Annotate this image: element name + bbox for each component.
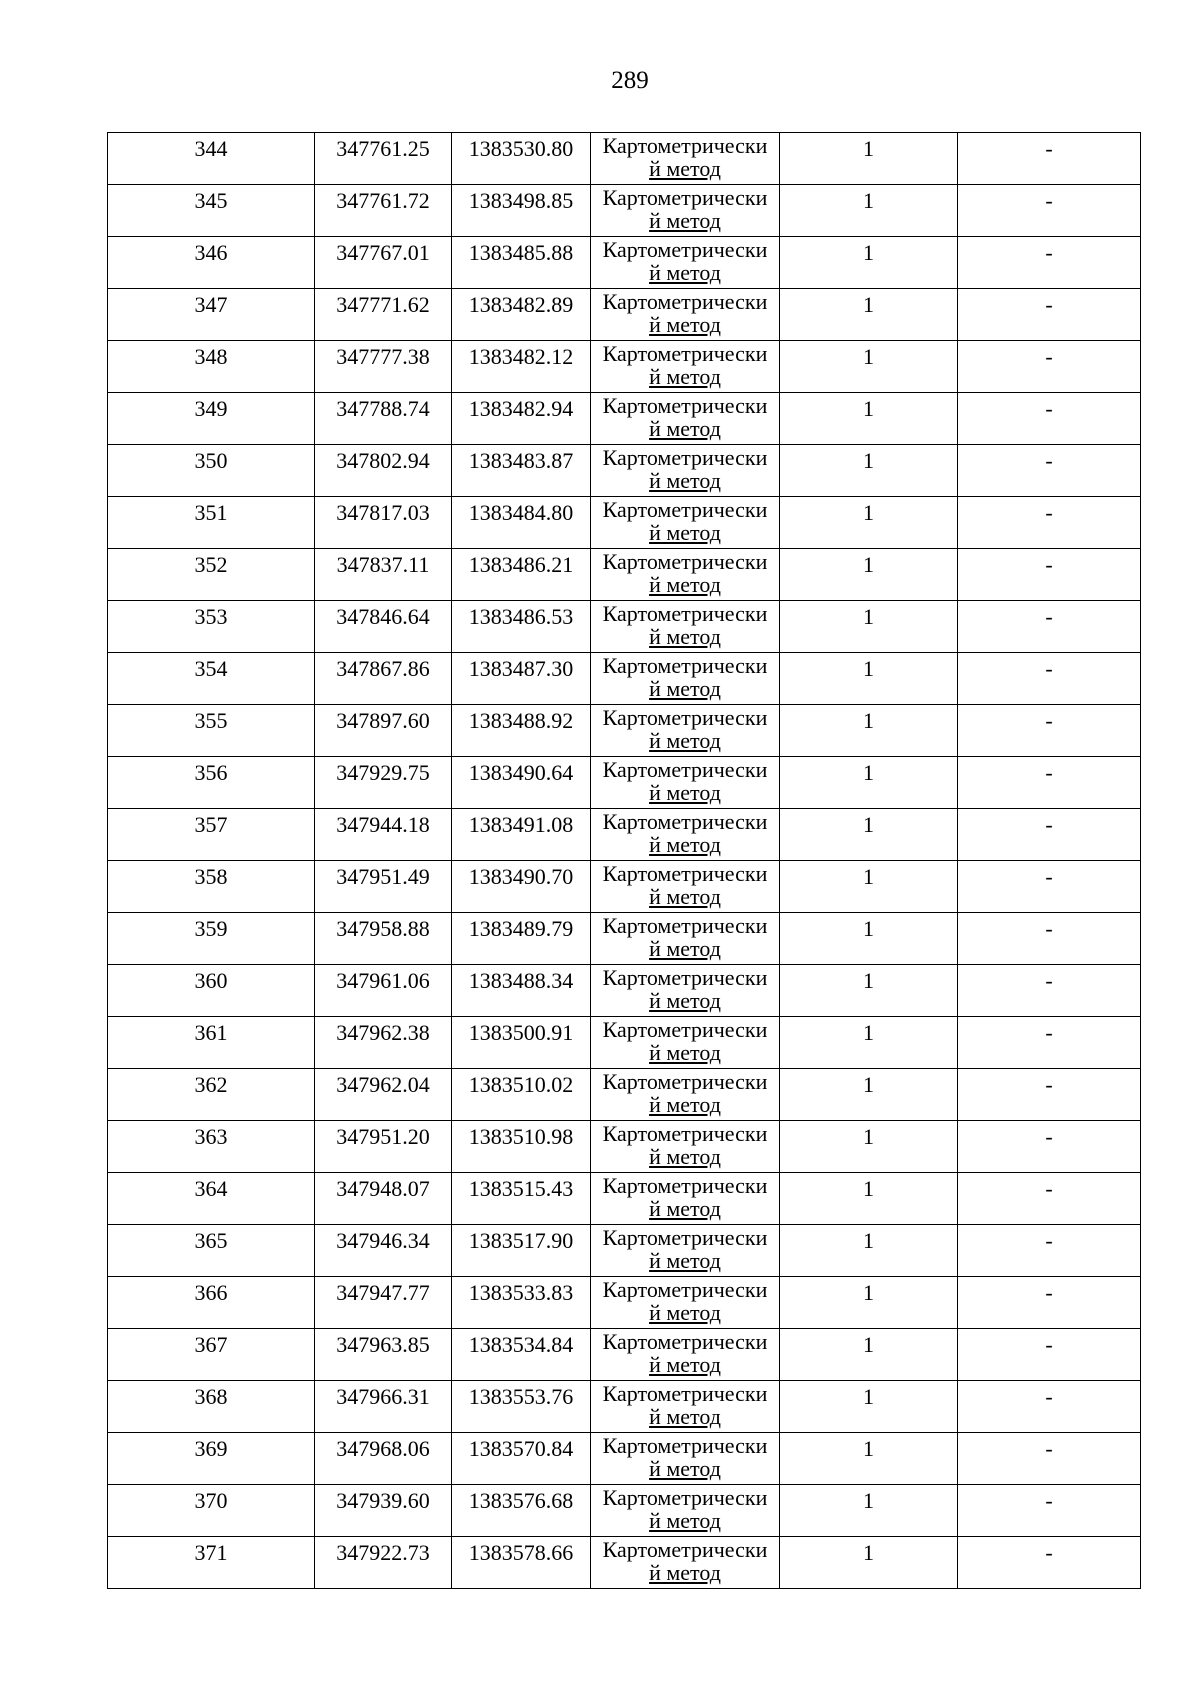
coord-y-cell: 1383510.02 xyxy=(452,1069,591,1121)
accuracy-cell: 1 xyxy=(780,549,958,601)
coord-y-cell: 1383482.89 xyxy=(452,289,591,341)
method-cell xyxy=(591,1433,780,1485)
accuracy-cell: 1 xyxy=(780,445,958,497)
table-row xyxy=(108,133,1141,185)
method-text-line-1: Картометрически xyxy=(602,1485,768,1510)
method-text-line-1: Картометрически xyxy=(602,757,768,782)
method-text-line-2: й метод xyxy=(649,520,721,545)
coord-y-cell: 1383570.84 xyxy=(452,1433,591,1485)
table-row xyxy=(108,861,1141,913)
method-text-line-1: Картометрически xyxy=(602,705,768,730)
method-text-line-2: й метод xyxy=(649,1352,721,1377)
coord-x-cell: 347963.85 xyxy=(315,1329,452,1381)
accuracy-cell: 1 xyxy=(780,1433,958,1485)
coord-y-cell: 1383490.70 xyxy=(452,861,591,913)
coord-x-cell: 347922.73 xyxy=(315,1537,452,1589)
method-cell xyxy=(591,1537,780,1589)
method-text-line-1: Картометрически xyxy=(602,133,768,158)
method-text-line-2: й метод xyxy=(649,156,721,181)
coord-x-cell: 347951.20 xyxy=(315,1121,452,1173)
point-number-cell: 370 xyxy=(108,1485,315,1537)
coord-y-cell: 1383533.83 xyxy=(452,1277,591,1329)
table-row xyxy=(108,393,1141,445)
accuracy-cell: 1 xyxy=(780,497,958,549)
accuracy-cell: 1 xyxy=(780,861,958,913)
accuracy-cell: 1 xyxy=(780,185,958,237)
table-row xyxy=(108,809,1141,861)
accuracy-cell: 1 xyxy=(780,341,958,393)
description-cell: - xyxy=(958,757,1141,809)
method-cell xyxy=(591,653,780,705)
table-row xyxy=(108,1225,1141,1277)
point-number-cell: 363 xyxy=(108,1121,315,1173)
description-cell: - xyxy=(958,1173,1141,1225)
coord-x-cell: 347946.34 xyxy=(315,1225,452,1277)
method-cell xyxy=(591,861,780,913)
method-cell xyxy=(591,757,780,809)
coord-x-cell: 347761.72 xyxy=(315,185,452,237)
method-text-line-1: Картометрически xyxy=(602,393,768,418)
coord-y-cell: 1383487.30 xyxy=(452,653,591,705)
accuracy-cell: 1 xyxy=(780,393,958,445)
method-cell xyxy=(591,705,780,757)
method-text-line-2: й метод xyxy=(649,572,721,597)
point-number-cell: 355 xyxy=(108,705,315,757)
description-cell: - xyxy=(958,341,1141,393)
method-text-line-2: й метод xyxy=(649,1300,721,1325)
point-number-cell: 351 xyxy=(108,497,315,549)
coord-y-cell: 1383578.66 xyxy=(452,1537,591,1589)
accuracy-cell: 1 xyxy=(780,1485,958,1537)
accuracy-cell: 1 xyxy=(780,1121,958,1173)
accuracy-cell: 1 xyxy=(780,809,958,861)
point-number-cell: 369 xyxy=(108,1433,315,1485)
coord-x-cell: 347761.25 xyxy=(315,133,452,185)
method-text-line-1: Картометрически xyxy=(602,913,768,938)
table-row xyxy=(108,1017,1141,1069)
description-cell: - xyxy=(958,1381,1141,1433)
method-text-line-1: Картометрически xyxy=(602,341,768,366)
coord-y-cell: 1383482.12 xyxy=(452,341,591,393)
point-number-cell: 356 xyxy=(108,757,315,809)
method-cell xyxy=(591,1069,780,1121)
coord-y-cell: 1383482.94 xyxy=(452,393,591,445)
table-row xyxy=(108,1277,1141,1329)
description-cell: - xyxy=(958,1121,1141,1173)
method-text-line-2: й метод xyxy=(649,624,721,649)
point-number-cell: 365 xyxy=(108,1225,315,1277)
method-text-line-1: Картометрически xyxy=(602,1381,768,1406)
coord-y-cell: 1383485.88 xyxy=(452,237,591,289)
accuracy-cell: 1 xyxy=(780,601,958,653)
description-cell: - xyxy=(958,601,1141,653)
point-number-cell: 360 xyxy=(108,965,315,1017)
coord-y-cell: 1383488.34 xyxy=(452,965,591,1017)
method-cell xyxy=(591,1173,780,1225)
point-number-cell: 348 xyxy=(108,341,315,393)
coord-y-cell: 1383483.87 xyxy=(452,445,591,497)
description-cell: - xyxy=(958,705,1141,757)
coord-y-cell: 1383488.92 xyxy=(452,705,591,757)
coord-x-cell: 347966.31 xyxy=(315,1381,452,1433)
description-cell: - xyxy=(958,289,1141,341)
method-text-line-1: Картометрически xyxy=(602,809,768,834)
coord-x-cell: 347948.07 xyxy=(315,1173,452,1225)
coord-y-cell: 1383490.64 xyxy=(452,757,591,809)
method-text-line-2: й метод xyxy=(649,1404,721,1429)
description-cell: - xyxy=(958,1017,1141,1069)
method-text-line-1: Картометрически xyxy=(602,601,768,626)
point-number-cell: 371 xyxy=(108,1537,315,1589)
coord-x-cell: 347962.38 xyxy=(315,1017,452,1069)
accuracy-cell: 1 xyxy=(780,133,958,185)
method-cell xyxy=(591,237,780,289)
description-cell: - xyxy=(958,185,1141,237)
accuracy-cell: 1 xyxy=(780,757,958,809)
method-cell xyxy=(591,393,780,445)
method-text-line-2: й метод xyxy=(649,260,721,285)
point-number-cell: 346 xyxy=(108,237,315,289)
method-text-line-1: Картометрически xyxy=(602,497,768,522)
coord-x-cell: 347767.01 xyxy=(315,237,452,289)
description-cell: - xyxy=(958,1485,1141,1537)
coord-y-cell: 1383515.43 xyxy=(452,1173,591,1225)
coord-y-cell: 1383489.79 xyxy=(452,913,591,965)
description-cell: - xyxy=(958,497,1141,549)
method-text-line-2: й метод xyxy=(649,1560,721,1585)
table-row xyxy=(108,185,1141,237)
description-cell: - xyxy=(958,133,1141,185)
coord-y-cell: 1383576.68 xyxy=(452,1485,591,1537)
coord-y-cell: 1383486.21 xyxy=(452,549,591,601)
table-row xyxy=(108,705,1141,757)
table-row xyxy=(108,1485,1141,1537)
table-row xyxy=(108,289,1141,341)
coord-x-cell: 347788.74 xyxy=(315,393,452,445)
method-cell xyxy=(591,601,780,653)
method-text-line-2: й метод xyxy=(649,1456,721,1481)
method-cell xyxy=(591,445,780,497)
accuracy-cell: 1 xyxy=(780,1277,958,1329)
method-text-line-2: й метод xyxy=(649,364,721,389)
table-row xyxy=(108,1329,1141,1381)
coord-y-cell: 1383553.76 xyxy=(452,1381,591,1433)
table-row xyxy=(108,1433,1141,1485)
method-cell xyxy=(591,1381,780,1433)
coord-y-cell: 1383486.53 xyxy=(452,601,591,653)
method-cell xyxy=(591,549,780,601)
accuracy-cell: 1 xyxy=(780,1537,958,1589)
coord-x-cell: 347777.38 xyxy=(315,341,452,393)
method-cell xyxy=(591,1329,780,1381)
method-text-line-1: Картометрически xyxy=(602,549,768,574)
method-cell xyxy=(591,1017,780,1069)
method-text-line-2: й метод xyxy=(649,936,721,961)
point-number-cell: 368 xyxy=(108,1381,315,1433)
description-cell: - xyxy=(958,237,1141,289)
method-text-line-1: Картометрически xyxy=(602,1173,768,1198)
method-text-line-1: Картометрически xyxy=(602,1537,768,1562)
accuracy-cell: 1 xyxy=(780,1381,958,1433)
method-text-line-2: й метод xyxy=(649,1040,721,1065)
table-row xyxy=(108,757,1141,809)
point-number-cell: 366 xyxy=(108,1277,315,1329)
coord-x-cell: 347867.86 xyxy=(315,653,452,705)
point-number-cell: 364 xyxy=(108,1173,315,1225)
coord-x-cell: 347939.60 xyxy=(315,1485,452,1537)
point-number-cell: 367 xyxy=(108,1329,315,1381)
point-number-cell: 357 xyxy=(108,809,315,861)
method-text-line-2: й метод xyxy=(649,728,721,753)
method-cell xyxy=(591,1485,780,1537)
method-text-line-1: Картометрически xyxy=(602,861,768,886)
method-text-line-2: й метод xyxy=(649,884,721,909)
method-text-line-2: й метод xyxy=(649,312,721,337)
point-number-cell: 350 xyxy=(108,445,315,497)
method-text-line-2: й метод xyxy=(649,208,721,233)
method-cell xyxy=(591,289,780,341)
table-row xyxy=(108,1173,1141,1225)
coord-x-cell: 347837.11 xyxy=(315,549,452,601)
table-row xyxy=(108,445,1141,497)
method-text-line-2: й метод xyxy=(649,1248,721,1273)
table-row xyxy=(108,1121,1141,1173)
table-row xyxy=(108,237,1141,289)
coord-y-cell: 1383510.98 xyxy=(452,1121,591,1173)
coordinates-table-body xyxy=(108,133,1141,1589)
point-number-cell: 362 xyxy=(108,1069,315,1121)
point-number-cell: 347 xyxy=(108,289,315,341)
description-cell: - xyxy=(958,393,1141,445)
point-number-cell: 358 xyxy=(108,861,315,913)
coord-x-cell: 347929.75 xyxy=(315,757,452,809)
accuracy-cell: 1 xyxy=(780,289,958,341)
method-text-line-2: й метод xyxy=(649,780,721,805)
point-number-cell: 345 xyxy=(108,185,315,237)
method-cell xyxy=(591,185,780,237)
table-row xyxy=(108,549,1141,601)
page-number: 289 xyxy=(611,67,649,94)
method-text-line-1: Картометрически xyxy=(602,965,768,990)
coord-x-cell: 347771.62 xyxy=(315,289,452,341)
description-cell: - xyxy=(958,445,1141,497)
coord-y-cell: 1383484.80 xyxy=(452,497,591,549)
accuracy-cell: 1 xyxy=(780,1225,958,1277)
method-cell xyxy=(591,1225,780,1277)
coord-y-cell: 1383534.84 xyxy=(452,1329,591,1381)
method-text-line-1: Картометрически xyxy=(602,1277,768,1302)
method-cell xyxy=(591,809,780,861)
description-cell: - xyxy=(958,1537,1141,1589)
point-number-cell: 361 xyxy=(108,1017,315,1069)
table-row xyxy=(108,913,1141,965)
accuracy-cell: 1 xyxy=(780,1329,958,1381)
description-cell: - xyxy=(958,1225,1141,1277)
table-row xyxy=(108,1069,1141,1121)
method-cell xyxy=(591,1121,780,1173)
point-number-cell: 354 xyxy=(108,653,315,705)
point-number-cell: 349 xyxy=(108,393,315,445)
description-cell: - xyxy=(958,1433,1141,1485)
description-cell: - xyxy=(958,1277,1141,1329)
coord-x-cell: 347947.77 xyxy=(315,1277,452,1329)
method-text-line-1: Картометрически xyxy=(602,653,768,678)
method-cell xyxy=(591,1277,780,1329)
accuracy-cell: 1 xyxy=(780,1173,958,1225)
coord-x-cell: 347802.94 xyxy=(315,445,452,497)
method-text-line-2: й метод xyxy=(649,468,721,493)
coord-x-cell: 347962.04 xyxy=(315,1069,452,1121)
description-cell: - xyxy=(958,965,1141,1017)
description-cell: - xyxy=(958,549,1141,601)
method-cell xyxy=(591,965,780,1017)
method-text-line-1: Картометрически xyxy=(602,1121,768,1146)
description-cell: - xyxy=(958,913,1141,965)
method-text-line-2: й метод xyxy=(649,676,721,701)
accuracy-cell: 1 xyxy=(780,913,958,965)
table-row xyxy=(108,965,1141,1017)
method-text-line-1: Картометрически xyxy=(602,1069,768,1094)
method-text-line-2: й метод xyxy=(649,1144,721,1169)
coord-x-cell: 347968.06 xyxy=(315,1433,452,1485)
coordinates-table xyxy=(107,132,1141,1589)
method-text-line-2: й метод xyxy=(649,416,721,441)
accuracy-cell: 1 xyxy=(780,237,958,289)
accuracy-cell: 1 xyxy=(780,965,958,1017)
method-text-line-1: Картометрически xyxy=(602,1017,768,1042)
accuracy-cell: 1 xyxy=(780,653,958,705)
method-text-line-1: Картометрически xyxy=(602,237,768,262)
method-text-line-1: Картометрически xyxy=(602,1225,768,1250)
point-number-cell: 353 xyxy=(108,601,315,653)
method-text-line-2: й метод xyxy=(649,1196,721,1221)
coord-y-cell: 1383491.08 xyxy=(452,809,591,861)
method-text-line-2: й метод xyxy=(649,1092,721,1117)
method-cell xyxy=(591,497,780,549)
description-cell: - xyxy=(958,1329,1141,1381)
method-text-line-1: Картометрически xyxy=(602,289,768,314)
coord-y-cell: 1383498.85 xyxy=(452,185,591,237)
description-cell: - xyxy=(958,861,1141,913)
description-cell: - xyxy=(958,1069,1141,1121)
table-row xyxy=(108,653,1141,705)
description-cell: - xyxy=(958,653,1141,705)
accuracy-cell: 1 xyxy=(780,705,958,757)
method-text-line-2: й метод xyxy=(649,1508,721,1533)
point-number-cell: 344 xyxy=(108,133,315,185)
coord-x-cell: 347958.88 xyxy=(315,913,452,965)
method-text-line-2: й метод xyxy=(649,832,721,857)
table-row xyxy=(108,1537,1141,1589)
method-text-line-2: й метод xyxy=(649,988,721,1013)
coord-y-cell: 1383500.91 xyxy=(452,1017,591,1069)
coord-x-cell: 347961.06 xyxy=(315,965,452,1017)
description-cell: - xyxy=(958,809,1141,861)
method-cell xyxy=(591,133,780,185)
coord-x-cell: 347846.64 xyxy=(315,601,452,653)
method-cell xyxy=(591,913,780,965)
method-cell xyxy=(591,341,780,393)
coord-x-cell: 347944.18 xyxy=(315,809,452,861)
table-row xyxy=(108,341,1141,393)
method-text-line-1: Картометрически xyxy=(602,1433,768,1458)
coord-x-cell: 347817.03 xyxy=(315,497,452,549)
table-row xyxy=(108,497,1141,549)
coord-y-cell: 1383530.80 xyxy=(452,133,591,185)
table-row xyxy=(108,1381,1141,1433)
coord-y-cell: 1383517.90 xyxy=(452,1225,591,1277)
coord-x-cell: 347897.60 xyxy=(315,705,452,757)
method-text-line-1: Картометрически xyxy=(602,445,768,470)
coord-x-cell: 347951.49 xyxy=(315,861,452,913)
point-number-cell: 359 xyxy=(108,913,315,965)
method-text-line-1: Картометрически xyxy=(602,185,768,210)
point-number-cell: 352 xyxy=(108,549,315,601)
accuracy-cell: 1 xyxy=(780,1069,958,1121)
method-text-line-1: Картометрически xyxy=(602,1329,768,1354)
accuracy-cell: 1 xyxy=(780,1017,958,1069)
table-row xyxy=(108,601,1141,653)
